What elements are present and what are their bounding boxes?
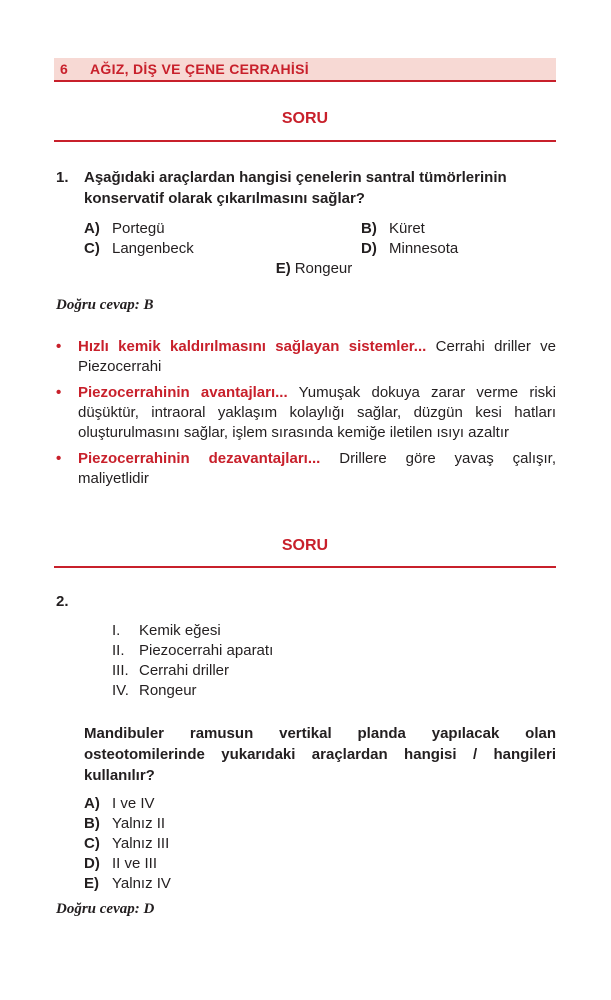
answer-1: Doğru cevap: B: [56, 297, 154, 313]
question-1-options: [84, 219, 556, 279]
page-number: 6: [60, 61, 68, 77]
section-title-soru-2: SORU: [281, 537, 329, 554]
section-title-soru-1: SORU: [281, 110, 329, 127]
chapter-title: AĞIZ, DİŞ VE ÇENE CERRAHİSİ: [90, 61, 309, 77]
question-1: [56, 167, 556, 209]
bullet-icon: •: [56, 450, 62, 467]
option-b: B) Yalnız II: [84, 815, 166, 832]
question-text: Aşağıdaki araçlardan hangisi çenelerin santral tümörlerinin konservatif olarak çıkarılmasını sağlar?: [84, 169, 507, 207]
option-c: C) Langenbeck: [84, 240, 194, 257]
list-item: III. Cerrahi driller: [112, 662, 230, 679]
item-list: [112, 621, 273, 701]
option-e: E) Rongeur: [275, 260, 353, 277]
question-2-options: [84, 794, 171, 894]
explanation-item: • Piezocerrahinin avantajları... Yumuşak dokuya zarar verme riski düşüktür, intraoral yaklaşım kolaylığı sağlar, düzgün kesi hatları oluşturulmasını sağlar, işlem sırasında kemiğe iletilen ısıyı azaltır: [56, 384, 556, 441]
explanation-item: • Piezocerrahinin dezavantajları... Drillere göre yavaş çalışır, maliyetlidir: [56, 450, 556, 487]
option-a: A) Portegü: [84, 220, 165, 237]
option-e: E) Yalnız IV: [84, 875, 171, 892]
page-header: [54, 58, 556, 82]
question-number: 1.: [56, 169, 69, 186]
option-b: B) Küret: [361, 220, 425, 237]
option-d: D) II ve III: [84, 855, 158, 872]
explanation-list: [56, 337, 556, 495]
option-c: C) Yalnız III: [84, 835, 170, 852]
section-divider-1: [54, 140, 556, 142]
answer-2: Doğru cevap: D: [56, 901, 155, 917]
bullet-icon: •: [56, 384, 62, 401]
question-2-text: Mandibuler ramusun vertikal planda yapılacak olan osteotomilerinde yukarıdaki araçlardan hangisi / hangileri kullanılır?: [84, 725, 556, 784]
list-item: II. Piezocerrahi aparatı: [112, 642, 274, 659]
bullet-icon: •: [56, 338, 62, 355]
list-item: I. Kemik eğesi: [112, 622, 221, 639]
section-divider-2: [54, 566, 556, 568]
list-item: IV. Rongeur: [112, 682, 197, 699]
explanation-item: • Hızlı kemik kaldırılmasını sağlayan sistemler... Cerrahi driller ve Piezocerrahi: [56, 338, 556, 375]
option-a: A) I ve IV: [84, 795, 155, 812]
option-d: D) Minnesota: [361, 240, 459, 257]
